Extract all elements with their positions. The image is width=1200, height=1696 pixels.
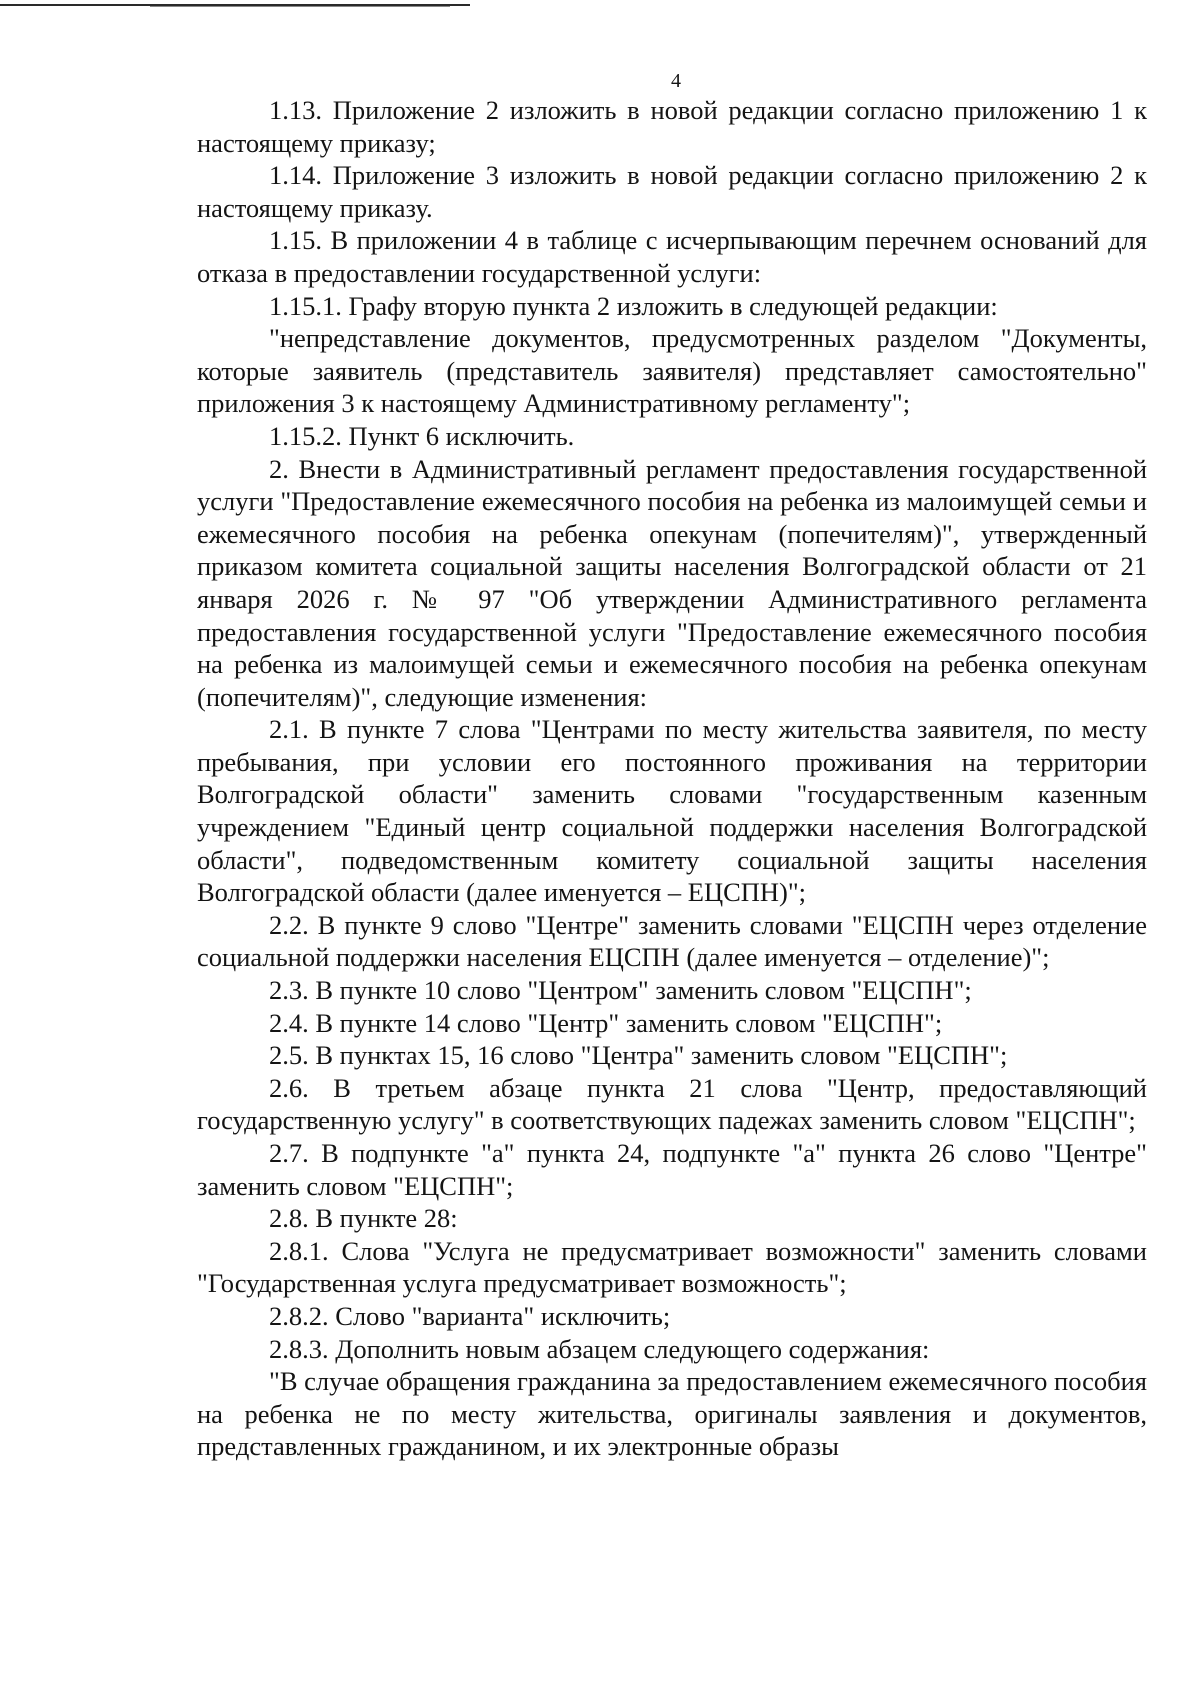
paragraph-1-15-2: 1.15.2. Пункт 6 исключить. (269, 420, 575, 451)
paragraph-2-5: 2.5. В пунктах 15, 16 слово "Центра" заменить словом "ЕЦСПН"; (269, 1040, 1008, 1071)
paragraph-2-8-2: 2.8.2. Слово "варианта" исключить; (269, 1300, 671, 1331)
paragraph-2-4: 2.4. В пункте 14 слово "Центр" заменить словом "ЕЦСПН"; (269, 1007, 943, 1038)
paragraph-2: 2. Внести в Административный регламент предоставления государственной услуги "Предоставление ежемесячного пособия на ребенка из малоимущей семьи и ежемесячного пособия на ребенка опекунам (попечителям)", утвержденный приказом комитета социальной защиты населения Волгоградской области от 21 января 2026 г. № 97 "Об утверждении Административного регламента предоставления государственной услуги "Предоставление ежемесячного пособия на ребенка из малоимущей семьи и ежемесячного пособия на ребенка опекунам (попечителям)", следующие изменения: (197, 453, 1147, 712)
paragraph-2-8-1: 2.8.1. Слова "Услуга не предусматривает возможности" заменить словами "Государственная услуга предусматривает возможность"; (197, 1235, 1147, 1299)
document-body (197, 94, 1147, 1463)
paragraph-1-14: 1.14. Приложение 3 изложить в новой редакции согласно приложению 2 к настоящему приказу. (197, 160, 1147, 223)
quoted-text: "непредставление документов, предусмотренных разделом "Документы, которые заявитель (представитель заявителя) представляет самостоятельно" приложения 3 к настоящему Административному регламенту"; (197, 323, 1147, 419)
paragraph-2-7: 2.7. В подпункте "а" пункта 24, подпункте "а" пункта 26 слово "Центре" заменить словом "ЕЦСПН"; (197, 1138, 1147, 1201)
paragraph-2-3: 2.3. В пункте 10 слово "Центром" заменить словом "ЕЦСПН"; (269, 975, 972, 1006)
paragraph-1-13: 1.13. Приложение 2 изложить в новой редакции согласно приложению 1 к настоящему приказу; (197, 95, 1147, 158)
quoted-new-paragraph: "В случае обращения гражданина за предоставлением ежемесячного пособия на ребенка не по месту жительства, оригиналы заявления и документов, представленных гражданином, и их электронные образы (197, 1366, 1147, 1462)
paragraph-1-15: 1.15. В приложении 4 в таблице с исчерпывающим перечнем оснований для отказа в предоставлении государственной услуги: (197, 225, 1147, 288)
paragraph-2-1: 2.1. В пункте 7 слова "Центрами по месту жительства заявителя, по месту пребывания, при условии его постоянного проживания на территории Волгоградской области" заменить словами "государственным казенным учреждением "Единый центр социальной поддержки населения Волгоградской области", подведомственным комитету социальной защиты населения Волгоградской области (далее именуется – ЕЦСПН)"; (197, 714, 1147, 908)
paragraph-2-6: 2.6. В третьем абзаце пункта 21 слова "Центр, предоставляющий государственную услугу" в соответствующих падежах заменить словом "ЕЦСПН"; (197, 1072, 1147, 1136)
scan-edge-line (150, 6, 450, 7)
paragraph-2-8-3: 2.8.3. Дополнить новым абзацем следующего содержания: (269, 1333, 930, 1364)
page-number: 4 (671, 70, 681, 92)
paragraph-2-8: 2.8. В пункте 28: (269, 1203, 458, 1234)
paragraph-1-15-1: 1.15.1. Графу вторую пункта 2 изложить в следующей редакции: (269, 290, 998, 321)
paragraph-2-2: 2.2. В пункте 9 слово "Центре" заменить словами "ЕЦСПН через отделение социальной поддержки населения ЕЦСПН (далее именуется – отделение)"; (197, 909, 1147, 973)
